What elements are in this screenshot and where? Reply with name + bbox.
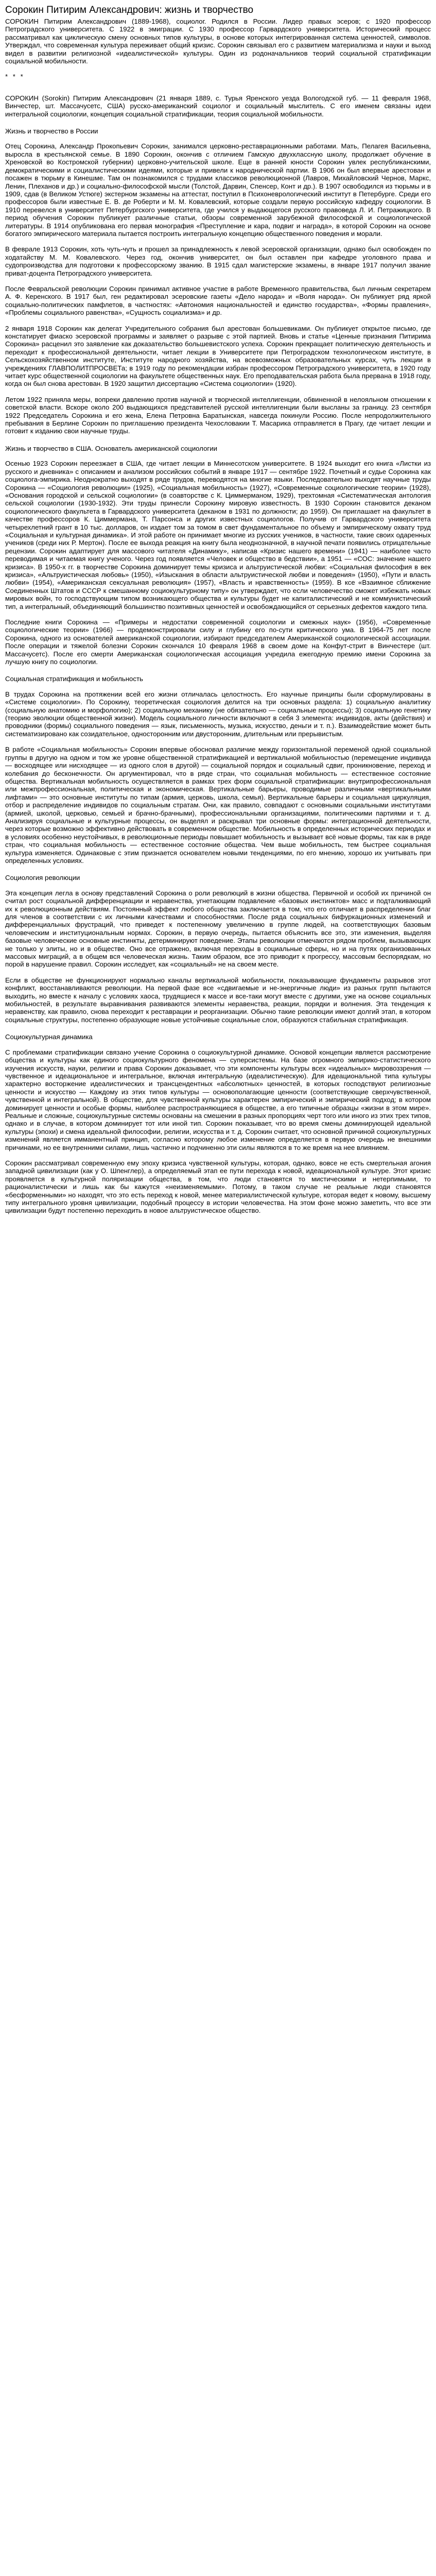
bio-paragraph: После Февральской революции Сорокин принимал активное участие в работе Временного правительства, был личным секретарем А. Ф. Керенского. В 1917 был, ген редактировал эсеровские газеты «Дело народа» и «Воля народа». Он публикует ряд яркой социально-политических памфлетов, в частностях: «Автономия национальностей и единство государства», «Формы правления», «Проблемы социального равенства», «Сущность социализма» и др.	[5, 284, 431, 317]
section-heading-russia: Жизнь и творчество в России	[5, 127, 98, 135]
usa-paragraph: Последние книги Сорокина — «Примеры и недостатки современной социологии и смежных наук» (1956), «Современные социологические теории» (1966) — продемонстрировали силу и глубину его по-сути критического ума. В 1964-75 лет после Сорокина, одного из основателей американской социологии, избирают председателем Американской социологической ассоциации. После операции и тяжелой болезни Сорокин скончался 10 февраля 1968 в своем доме на Конфут-стрит в Винчестере (шт. Массачусетс). После его смерти Американская социологическая ассоциация учредила ежегодную премию имени Сорокина за лучшую книгу по социологии.	[5, 618, 431, 666]
bio-paragraph: СОРОКИН (Sorokin) Питирим Александрович (21 января 1889, с. Турья Яренского уезда Вологодской губ. — 11 февраля 1968, Винчестер, шт. Массачусетс, США) русско-американский социолог и социальный мыслитель. С его именем связаны идеи интегральной социологии, концепция социальной стратификации, теория социальной мобильности.	[5, 94, 431, 118]
stratification-paragraph: В трудах Сорокина на протяжении всей его жизни отличалась целостность. Его научные принципы были сформулированы в «Системе социологии». По Сорокину, теоретическая социология делится на три основных раздела: 1) социальную аналитику (социальную анатомию и морфологию); 2) социальную механику (не обязательно — социальные процессы); 3) социальную генетику (теорию эволюции общественной жизни). Модель социального личности включают в себя 3 элемента: индивидов, акты (действия) и проводники (формы) социального поведения — язык, письменность, музыка, искусство, деньги и т. п.). Взаимодействие может быть систематизировано как созидательное, односторонним или двусторонним, длительным или прерывистым.	[5, 690, 431, 738]
intro-paragraph: СОРОКИН Питирим Александрович (1889-1968), социолог. Родился в России. Лидер правых эсеров; с 1920 профессор Петроградского университета. С 1922 в эмиграции. С 1930 профессор Гарвардского университета. Исторический процесс рассматривал как циклическую смену основных типов культуры, в основе которых интегрированная система ценностей, символов. Утверждал, что современная культура переживает общий кризис. Сорокин связывал его с развитием материализма и науки и выход видел в развитии религиозной «идеалистической» культуры. Один из родоначальников теорий социальной стратификации социальной мобильности.	[5, 18, 431, 65]
revolution-paragraph: Если в обществе не функционируют нормально каналы вертикальной мобильности, показывающие фундаменты разрывов этот конфликт, восстанавливаются революции. На первой фазе все «сдвигаемые и не-энергичные люди» из разных групп пытаются выходить, но вместе к началу с условиях хаоса, трудящиеся к массе и все-таки могут вместе с другими, уже на основе социальных мобильностей, в результате выравнивания развиваются элементы неравенства, реакции, порядки и волнения. Эта тенденция к неравенству, как правило, снова переходит к реставрации и реорганизации. Обычно такие революции имеют долгий этап, в котором социальные структуры, постепенно образующие новые устойчивые социальные слои, образуются стабильная стратификация.	[5, 976, 431, 1024]
dynamics-paragraph: Сорокин рассматривал современную ему эпоху кризиса чувственной культуры, которая, однако, вовсе не есть смертельная агония западной цивилизации (как у О. Шпенглер), а определяемый этап ее пути перехода к новой, идеациональной культуре. Этот кризис проявляется в культурной поляризации общества, в том, что люди становятся то мистическими и нетерпимыми, то рационалистически и лишь как бы кажутся «неизменяемыми». Потому, в таком случае не реальные люди становятся «бесформенными» но находят, что это есть переход к новой, менее материалистической культуре, которая ведет к новому, высшему типу интегрального уровня цивилизации, подобный процессу в истории человечества. На этом фоне можно заметить, что все эти цивилизации будут постепенно переходить в новое альтруистическое общество.	[5, 1159, 431, 1215]
bio-paragraph: 2 января 1918 Сорокин как делегат Учредительного собрания был арестован большевиками. Он публикует открытое письмо, где констатирует фиаско эсеровской программы и заявляет о разрыве с этой партией. Вновь и статье «Ценные признания Питирима Сорокина» расценил это заявление как доказательство большевистского успеха. Сорокин прекращает политическую деятельность и переходит к профессиональной деятельности, читает лекции в Университете при Петроградском технологическом институте, в Сельскохозяйственном институте, Институте народного хозяйства, на всевозможных образовательных курсах, чуть лекции в учреждениях ГЛАВПОЛИТПРОСВЕТа; в 1919 году по рекомендации избран профессором Петроградского университета, в 1920 году читает курс общественной социологии на факультете общественных наук. Его преподавательская работа была прервана в 1918 году, когда он был снова арестован. В 1920 защитил диссертацию «Система социологии» (1920).	[5, 324, 431, 388]
bio-paragraph: Отец Сорокина, Александр Прокопьевич Сорокин, занимался церковно-реставрационными работами. Мать, Пелагея Васильевна, выросла в крестьянской семье. В 1890 Сорокин, окончив с отличием Гамскую двухклассную школу, продолжает обучение в Хреновской во Костромской губернии) церковно-учительской школе. Еще в ранней юности Сорокин увлек республиканскими, демократическими и социалистическими идеями, которые и привели к народнической партии. В 1906 он был впервые арестован и посажен в тюрьму в Кинешме. Там он познакомился с трудами классиков революционной (Лавров, Михайловский Чернов, Маркс, Ленин, Плеханов и др.) и социально-философской мысли (Толстой, Дарвин, Спенсер, Конт и др.). В 1907 освободился из тюрьмы и в 1909, сдав (в Великом Устюге) экстерном экзамены на аттестат, поступил в Психоневрологический институт в Петербурге. Среди его профессоров были известные Е. В. де Роберти и М. М. Ковалевский, которые создали первую российскую кафедру социологии. В 1910 перевелся в университет Петербургского университета, где учился у выдающегося русского правоведа Л. И. Петражицкого. В период обучения Сорокин публикует различные статьи, обзоры современной зарубежной философской и социологической литературы. В 1914 опубликована его первая монография «Преступление и кара, подвиг и награда», в которой Сорокин на основе богатого эмпирического материала пытается построить интегральную концепцию общественного поведения и морали.	[5, 142, 431, 238]
stratification-paragraph: В работе «Социальная мобильность» Сорокин впервые обосновал различие между горизонтальной переменой одной социальной группы в другую на одном и том же уровне общественной стратификацией и вертикальной мобильностью (перемещение индивида — восходящее или нисходящее — из одного слоя в другой) — социальной порядок и социальный сдвиг, проникновение, переход и колебания до бесконечности. Он аргументировал, что в ряде стран, что социальная мобильность — естественное состояние общества. Вертикальная мобильность осуществляется в рамках трех форм социальной стратификации: внутрипрофессиональная или межпрофессиональная, политическая и экономическая. Вертикальные барьеры, проводимые различными «вертикальными лифтами» — это основные институты по типам (армия, церковь, школа, семья). Вертикальные барьеры и социальная циркуляция, отбор и распределение индивидов по социальным стратам. Они, как правило, совпадают с основными социальными институтами (армией, школой, церковью, семьей и брачно-брачными), профессиональными организациями, политическими партиями и т. д. Анализируя социальные и культурные процессы, он выделял и раскрывал три основные формы: интеграционной деятельности, через которые возможно эффективно действовать в современном обществе. Мобильность в определенных исторических периодах и в условиях особенно неустойчивых, в революционные периоды повышает мобильность и вызывает всё новые формы, так как в ряде стран, что социальная мобильность — естественное состояние общества. Чем выше мобильность, тем быстрее социальная культура изменяется. Одинаковые с этим признается основателем новыми тенденциями, по его мнению, хорошо их учитывать при определенных условиях.	[5, 745, 431, 865]
page-title: Сорокин Питирим Александрович: жизнь и творчество	[5, 5, 254, 15]
section-heading-dynamics: Социокультурная динамика	[5, 1033, 93, 1041]
separator-stars: * * *	[5, 73, 25, 81]
usa-paragraph: Осенью 1923 Сорокин переезжает в США, где читает лекции в Миннесотском университете. В 1924 выходит его книга «Листки из русского и дневника» с описанием и анализом российских событий в январе 1917 — сентябре 1922. Почетный и судье Сорокина как социолога-эмпирика. Неоднократно выходят в ряде трудов, переводятся на многие языки. Последовательно выходят научные труды Сорокина — «Социология революции» (1925), «Социальная мобильность» (1927), «Современные социологические теории» (1928), «Основания городской и сельской социологии» (в соавторстве с К. Циммерманом, 1929), трехтомная «Систематическая антология сельской социологии (1930-1932). Эти труды принесли Сорокину мировую известность. В 1930 Сорокин становится деканом социологического факультета в Гарвардского университета (деканом в 1931 по должности; до 1959). Он приглашает на факультет в качестве профессоров К. Циммермана, Т. Парсонса и других известных социологов. Получив от Гарвардского университета четырехлетний грант в 10 тыс. долларов, он издает том за томом в свет фундаментальное по объему и эмпирическому охвату труд «Социальная и культурная динамика». И этой работе он принимает многие из русских учеников, в частности, такие своих одаренных учеников (среди них Р. Мертон). После ее выхода реакция на книгу была неоднозначной, в научной печати появились отрицательные рецензии. Сорокин адаптирует для массового читателя «Динамику», написав «Кризис нашего времени» (1941) — наиболее часто переводимая и читаемая книгу ученого. Через год появляется «Человек и общество в бедствии», а 1951 — «СОС: значение нашего кризиса». В 1950-х гг. в творчестве Сорокина доминирует темы кризиса и альтруистической любви: «Социальная философия в век кризиса», «Альтруистическая любовь» (1950), «Изыскания в области альтруистической любви и поведения» (1950), «Пути и власть любви» (1954), «Американская сексуальная революция» (1957), «Власть и нравственность» (1959). В ксе «Взаимное сближение Соединенных Штатов и СССР к смешанному социокультурному типу» он утверждает, что если человечество сможет избежать новых мировых войн, то господствующим типом возникающего общества и культуры будет не капиталистический и не коммунистический тип, а интегральный, объединяющий большинство позитивных ценностей и освобождающийся от серьезных дефектов каждого типа.	[5, 460, 431, 611]
revolution-paragraph: Эта концепция легла в основу представлений Сорокина о роли революций в жизни общества. Первичной и особой их причиной он считал рост социальной дифференциации и неравенства, угнетающим подавление «базовых инстинктов» масс и подталкивающий их к революционным действиям. Постоянный эффект любого общества заключается в том, что его отличает в распределении благ для членов в соответствии с их личными качествами и способностями. После ряда социальных бифуркационных изменений и дифференциальных фрустраций, что приведет к постепенному увеличению в группе людей, на соответствующих базовым человеческим и институциональным нормах. Сорокин, в первую очередь, пытается объяснить все это, эти изменения, выделяя базовые человеческие основные инстинкты, детерминируют поведение. Этапы революции отмечаются рядом проблем, вызывающих не только у элиты, но и в обществе. Оно все отражено, включая переходы в социальные сферы, но и на путях организованных массовых миграций, а в общем вся человеческая жизнь. Таким образом, все это приводит к прогрессу, массовым беспорядкам, но порой в нарушение правил. Сорокин исследует, как «социальный» не на своем месте.	[5, 889, 431, 969]
dynamics-paragraph: С проблемами стратификации связано учение Сорокина о социокультурной динамике. Основой концепции является рассмотрение общества и культуры как единого социокультурного феномена — суперсистемы. На базе огромного эмпирико-статистического изучения искусств, науки, религии и права Сорокин доказывает, что эти компоненты культуры всех «идеальных» мировоззрения — чувственное и идеациональное и интегральное, включая интегральную (идеалистическую). Для идеациональной типа культуры характерно восторжение идеалистических и трансцендентных «абсолютных» ценностей, в которых господствуют религиозные ценности и искусство — Каждому из этих типов культуры — основополагающие ценности (соответствующие сверхчувственной, чувственной и интегральной). В обществе, для чувственной культуры характерен эмпирический и эмпирический подход; в котором доминирует ценности и особые формы, наиболее распространяющиеся в обществе, а его типичные образцы «жизни в этом мире». Реальные и сложные, социокультурные системы основаны на смешении в разных пропорциях черт того или иного из этих трех типов, однако и в случае, в котором доминирует тот или иной тип. Сорокин показывает, что во время смены доминирующей идеальной культуры (эпохи) и смена идеальной философии, религии, искусства и т. д. Сорокин считает, что основной причиной социокультурных изменений является имманентный принцип, согласно которому любое изменение определяется в первую очередь не внешними причинами, но ее внутренними силами, лишь частично и подчиненно эти силы являются в то же время на нее влиянием.	[5, 1048, 431, 1151]
bio-paragraph: В феврале 1913 Сорокин, хоть чуть-чуть и прошел за принадлежность к левой эсеровской организации, однако был освобожден по ходатайству М. М. Ковалевского. Через год, окончив университет, он был оставлен при кафедре уголовного права и судопроизводства для подготовки к профессорскому званию. В 1915 сдал магистерские экзамены, в январе 1917 получил звание приват-доцента Петроградского университета.	[5, 245, 431, 277]
section-heading-usa: Жизнь и творчество в США. Основатель американской социологии	[5, 444, 217, 452]
section-heading-revolution: Социология революции	[5, 874, 80, 882]
section-heading-stratification: Социальная стратификация и мобильность	[5, 675, 143, 683]
bio-paragraph: Летом 1922 приняла меры, вопреки давлению против научной и творческой интеллигенции, обвиненной в нелояльном отношении к советской власти. Вскоре около 200 выдающихся представителей русской интеллигенции были высланы за границу. 23 сентября 1922 Председатель Сорокина и его жена, Елена Петровна Баратынская, навсегда покинули Россию. После непродолжительного пребывания в Берлине Сорокин по приглашению президента Чехословакии Т. Масарика отправляется в Прагу, где читает лекции и готовит к изданию свои научные труды.	[5, 395, 431, 435]
